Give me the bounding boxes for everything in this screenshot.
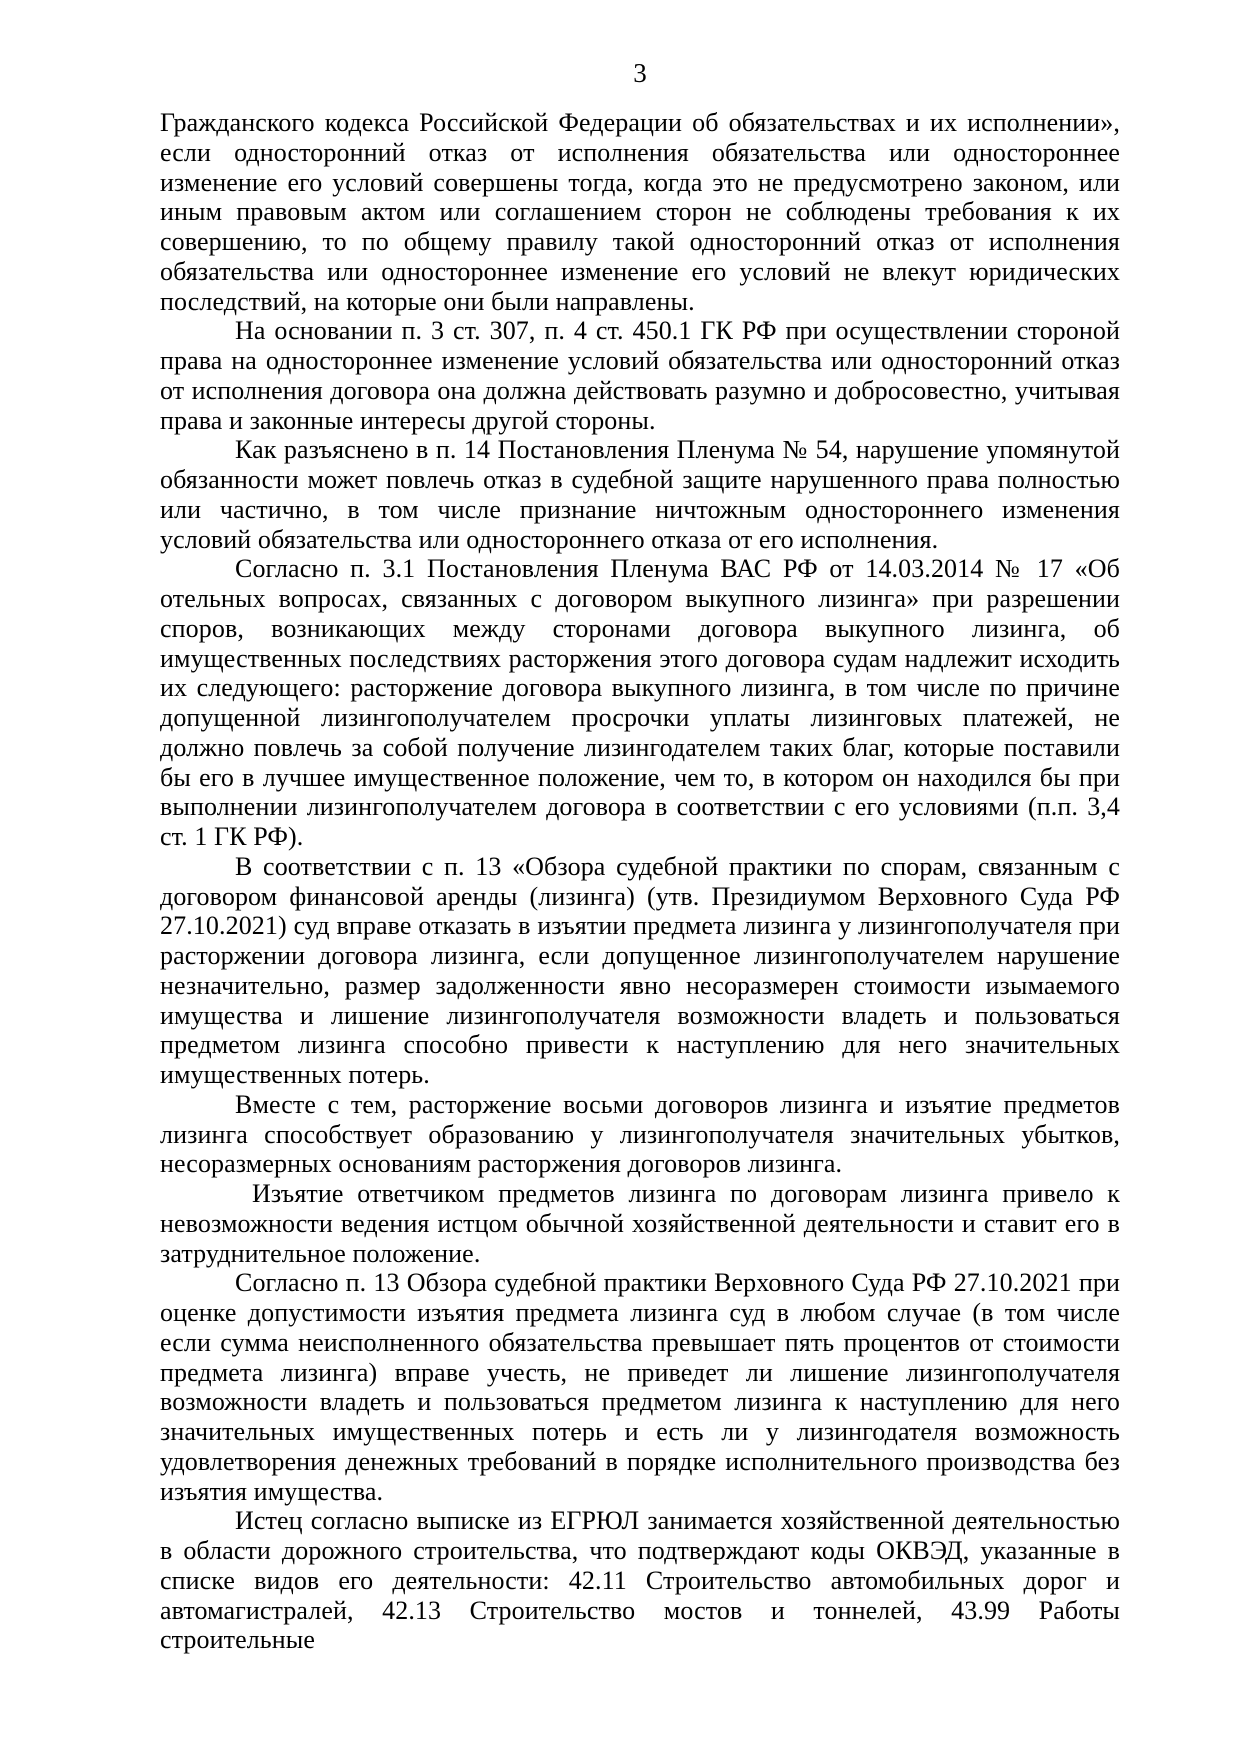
document-body	[160, 108, 1120, 1655]
paragraph: Истец согласно выписке из ЕГРЮЛ занимается хозяйственной деятельностью в области дорожного строительства, что подтверждают коды ОКВЭД, указанные в списке видов его деятельности: 42.11 Строительство автомобильных дорог и автомагистралей, 42.13 Строительство мостов и тоннелей, 43.99 Работы строительные	[160, 1506, 1120, 1655]
paragraph: Вместе с тем, расторжение восьми договоров лизинга и изъятие предметов лизинга способствует образованию у лизингополучателя значительных убытков, несоразмерных основаниям расторжения договоров лизинга.	[160, 1089, 1120, 1179]
paragraph: В соответствии с п. 13 «Обзора судебной практики по спорам, связанным с договором финансовой аренды (лизинга) (утв. Президиумом Верховного Суда РФ 27.10.2021) суд вправе отказать в изъятии предмета лизинга у лизингополучателя при расторжении договора лизинга, если допущенное лизингополучателем нарушение незначительно, размер задолженности явно несоразмерен стоимости изымаемого имущества и лишение лизингополучателя возможности владеть и пользоваться предметом лизинга способно привести к наступлению для него значительных имущественных потерь.	[160, 851, 1120, 1089]
paragraph: На основании п. 3 ст. 307, п. 4 ст. 450.1 ГК РФ при осуществлении стороной права на одностороннее изменение условий обязательства или односторонний отказ от исполнения договора она должна действовать разумно и добросовестно, учитывая права и законные интересы другой стороны.	[160, 316, 1120, 435]
paragraph: Как разъяснено в п. 14 Постановления Пленума № 54, нарушение упомянутой обязанности может повлечь отказ в судебной защите нарушенного права полностью или частично, в том числе признание ничтожным одностороннего изменения условий обязательства или одностороннего отказа от его исполнения.	[160, 435, 1120, 554]
page-number: 3	[633, 58, 647, 88]
paragraph: Согласно п. 3.1 Постановления Пленума ВАС РФ от 14.03.2014 № 17 «Об отельных вопросах, связанных с договором выкупного лизинга» при разрешении споров, возникающих между сторонами договора выкупного лизинга, об имущественных последствиях расторжения этого договора судам надлежит исходить их следующего: расторжение договора выкупного лизинга, в том числе по причине допущенной лизингополучателем просрочки уплаты лизинговых платежей, не должно повлечь за собой получение лизингодателем таких благ, которые поставили бы его в лучшее имущественное положение, чем то, в котором он находился бы при выполнении лизингополучателем договора в соответствии с его условиями (п.п. 3,4 ст. 1 ГК РФ).	[160, 554, 1120, 851]
paragraph-continuation: Гражданского кодекса Российской Федерации об обязательствах и их исполнении», если односторонний отказ от исполнения обязательства или одностороннее изменение его условий совершены тогда, когда это не предусмотрено законом, или иным правовым актом или соглашением сторон не соблюдены требования к их совершению, то по общему правилу такой односторонний отказ от исполнения обязательства или одностороннее изменение его условий не влекут юридических последствий, на которые они были направлены.	[160, 108, 1120, 316]
paragraph: Согласно п. 13 Обзора судебной практики Верховного Суда РФ 27.10.2021 при оценке допустимости изъятия предмета лизинга суд в любом случае (в том числе если сумма неисполненного обязательства превышает пять процентов от стоимости предмета лизинга) вправе учесть, не приведет ли лишение лизингополучателя возможности владеть и пользоваться предметом лизинга к наступлению для него значительных имущественных потерь и есть ли у лизингодателя возможность удовлетворения денежных требований в порядке исполнительного производства без изъятия имущества.	[160, 1268, 1120, 1506]
paragraph: Изъятие ответчиком предметов лизинга по договорам лизинга привело к невозможности ведения истцом обычной хозяйственной деятельности и ставит его в затруднительное положение.	[160, 1179, 1120, 1268]
